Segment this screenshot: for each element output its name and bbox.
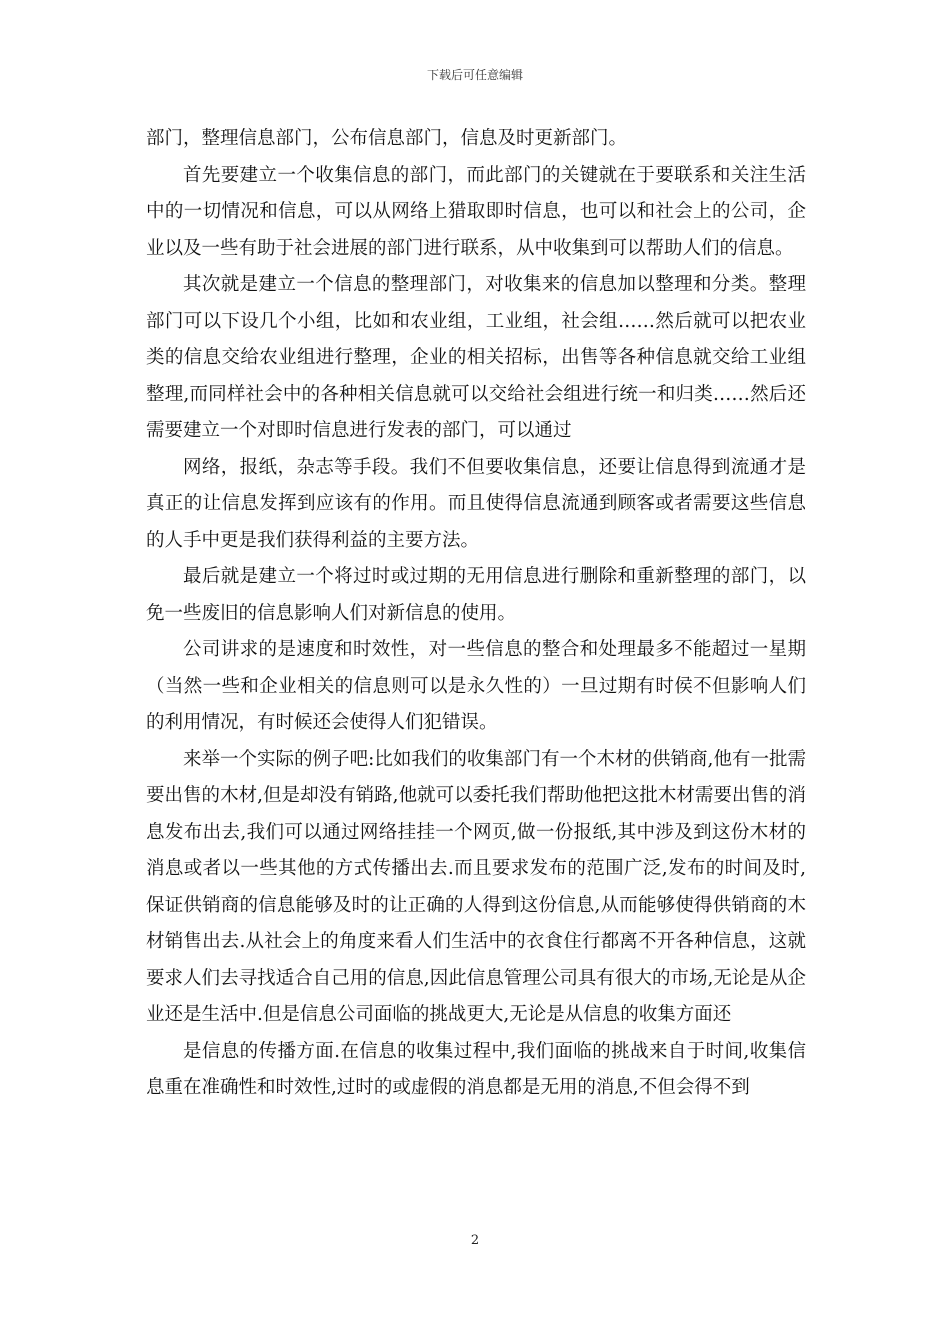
paragraph-4: 网络，报纸，杂志等手段。我们不但要收集信息，还要让信息得到流通才是真正的让信息发挥到应该有的作用。而且使得信息流通到顾客或者需要这些信息的人手中更是我们获得利益的主要方法。 [146, 456, 806, 551]
page-number: 2 [470, 1233, 480, 1248]
document-body [146, 121, 806, 1107]
paragraph-5: 最后就是建立一个将过时或过期的无用信息进行删除和重新整理的部门，以免一些废旧的信息影响人们对新信息的使用。 [146, 566, 806, 624]
paragraph-1: 部门，整理信息部门，公布信息部门，信息及时更新部门。 [146, 128, 628, 149]
paragraph-8: 是信息的传播方面.在信息的收集过程中,我们面临的挑战来自于时间,收集信息重在准确性和时效性,过时的或虚假的消息都是无用的消息,不但会得不到 [146, 1040, 806, 1098]
paragraph-6: 公司讲求的是速度和时效性，对一些信息的整合和处理最多不能超过一星期（当然一些和企业相关的信息则可以是永久性的）一旦过期有时侯不但影响人们的利用情况，有时候还会使得人们犯错误。 [146, 639, 806, 733]
paragraph-7: 来举一个实际的例子吧:比如我们的收集部门有一个木材的供销商,他有一批需要出售的木材,但是却没有销路,他就可以委托我们帮助他把这批木材需要出售的消息发布出去,我们可以通过网络挂挂一个网页,做一份报纸,其中涉及到这份木材的消息或者以一些其他的方式传播出去.而且要求发布的范围广泛,发布的时间及时,保证供销商的信息能够及时的让正确的人得到这份信息,从而能够使得供销商的木材销售出去.从社会上的角度来看人们生活中的衣食住行都离不开各种信息，这就要求人们去寻找适合自己用的信息,因此信息管理公司具有很大的市场,无论是从企业还是生活中.但是信息公司面临的挑战更大,无论是从信息的收集方面还 [146, 748, 806, 1025]
paragraph-3: 其次就是建立一个信息的整理部门，对收集来的信息加以整理和分类。整理部门可以下设几个小组，比如和农业组，工业组，社会组……然后就可以把农业类的信息交给农业组进行整理，企业的相关招标，出售等各种信息就交给工业组整理,而同样社会中的各种相关信息就可以交给社会组进行统一和归类……然后还需要建立一个对即时信息进行发表的部门，可以通过 [146, 274, 806, 441]
page-header: 下载后可任意编辑 [426, 68, 523, 82]
paragraph-2: 首先要建立一个收集信息的部门，而此部门的关键就在于要联系和关注生活中的一切情况和信息，可以从网络上猎取即时信息，也可以和社会上的公司，企业以及一些有助于社会进展的部门进行联系，从中收集到可以帮助人们的信息。 [146, 164, 806, 259]
